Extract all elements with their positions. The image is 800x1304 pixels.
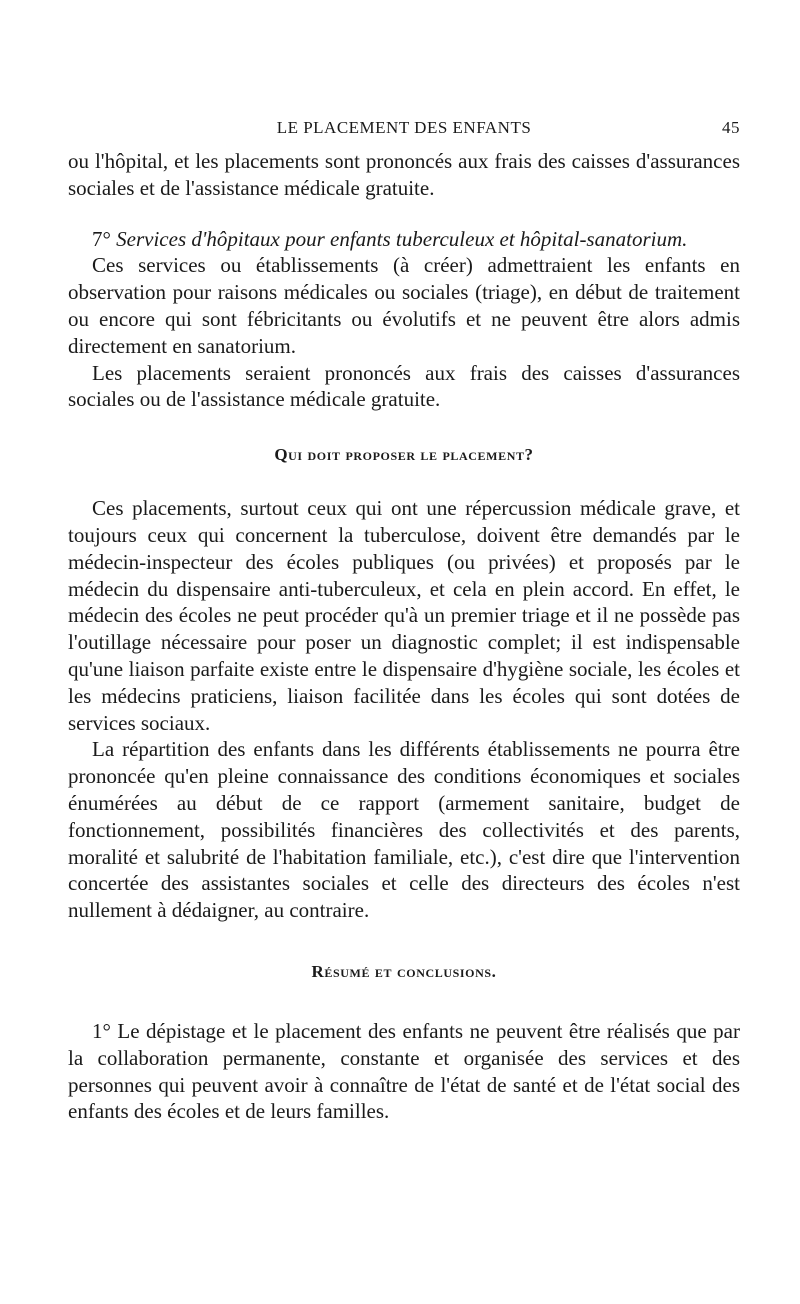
section-heading-qui-doit-proposer: Qui doit proposer le placement? bbox=[274, 445, 534, 465]
paragraph-6: La répartition des enfants dans les différents établissements ne pourra être prononcée qu'en pleine connaissance des conditions économiques et sociales énumérées au début de ce rapport (armement sanitaire, budget de fonctionnement, possibilités financières des collectivités et des parents, moralité et salubrité de l'habitation familiale, etc.), c'est dire que l'intervention concertée des assistantes sociales et celle des directeurs des écoles n'est nullement à dédaigner, au contraire. bbox=[68, 737, 740, 923]
paragraph-3: Ces services ou établissements (à créer) admettraient les enfants en observation pour raisons médicales ou sociales (triage), en début de traitement ou encore qui sont fébricitants ou évolutifs et ne peuvent être alors admis directement en sanatorium. bbox=[68, 253, 740, 358]
item-7-title: Services d'hôpitaux pour enfants tuberculeux et hôpital-sanatorium. bbox=[116, 226, 688, 251]
running-header bbox=[68, 118, 740, 148]
item-7-number: 7° bbox=[92, 226, 117, 251]
running-title: LE PLACEMENT DES ENFANTS bbox=[276, 118, 532, 137]
page-number: 45 bbox=[722, 118, 740, 137]
section-heading-resume-conclusions: Résumé et conclusions. bbox=[311, 961, 497, 981]
item-7-heading bbox=[68, 226, 740, 253]
document-page bbox=[68, 118, 740, 1125]
paragraph-5: Ces placements, surtout ceux qui ont une répercussion médicale grave, et toujours ceux qui concernent la tuberculose, doivent être demandés par le médecin-inspecteur des écoles publiques (ou privées) et proposés par le médecin du dispensaire anti-tuberculeux, et cela en plein accord. En effet, le médecin des écoles ne peut procéder qu'à un premier triage et il ne possède pas l'outillage nécessaire pour poser un diagnostic complet; il est indispensable qu'une liaison parfaite existe entre le dispensaire d'hygiène sociale, les écoles et les médecins praticiens, liaison facilitée dans les écoles qui sont dotées de services sociaux. bbox=[68, 496, 740, 735]
paragraph-7: 1° Le dépistage et le placement des enfants ne peuvent être réalisés que par la collaboration permanente, constante et organisée des services et des personnes qui peuvent avoir à connaître de l'état de santé et de l'état social des enfants des écoles et de leurs familles. bbox=[68, 1018, 740, 1124]
paragraph-1: ou l'hôpital, et les placements sont prononcés aux frais des caisses d'assurances sociales et de l'assistance médicale gratuite. bbox=[68, 149, 740, 200]
paragraph-4: Les placements seraient prononcés aux frais des caisses d'assurances sociales ou de l'assistance médicale gratuite. bbox=[68, 360, 740, 412]
